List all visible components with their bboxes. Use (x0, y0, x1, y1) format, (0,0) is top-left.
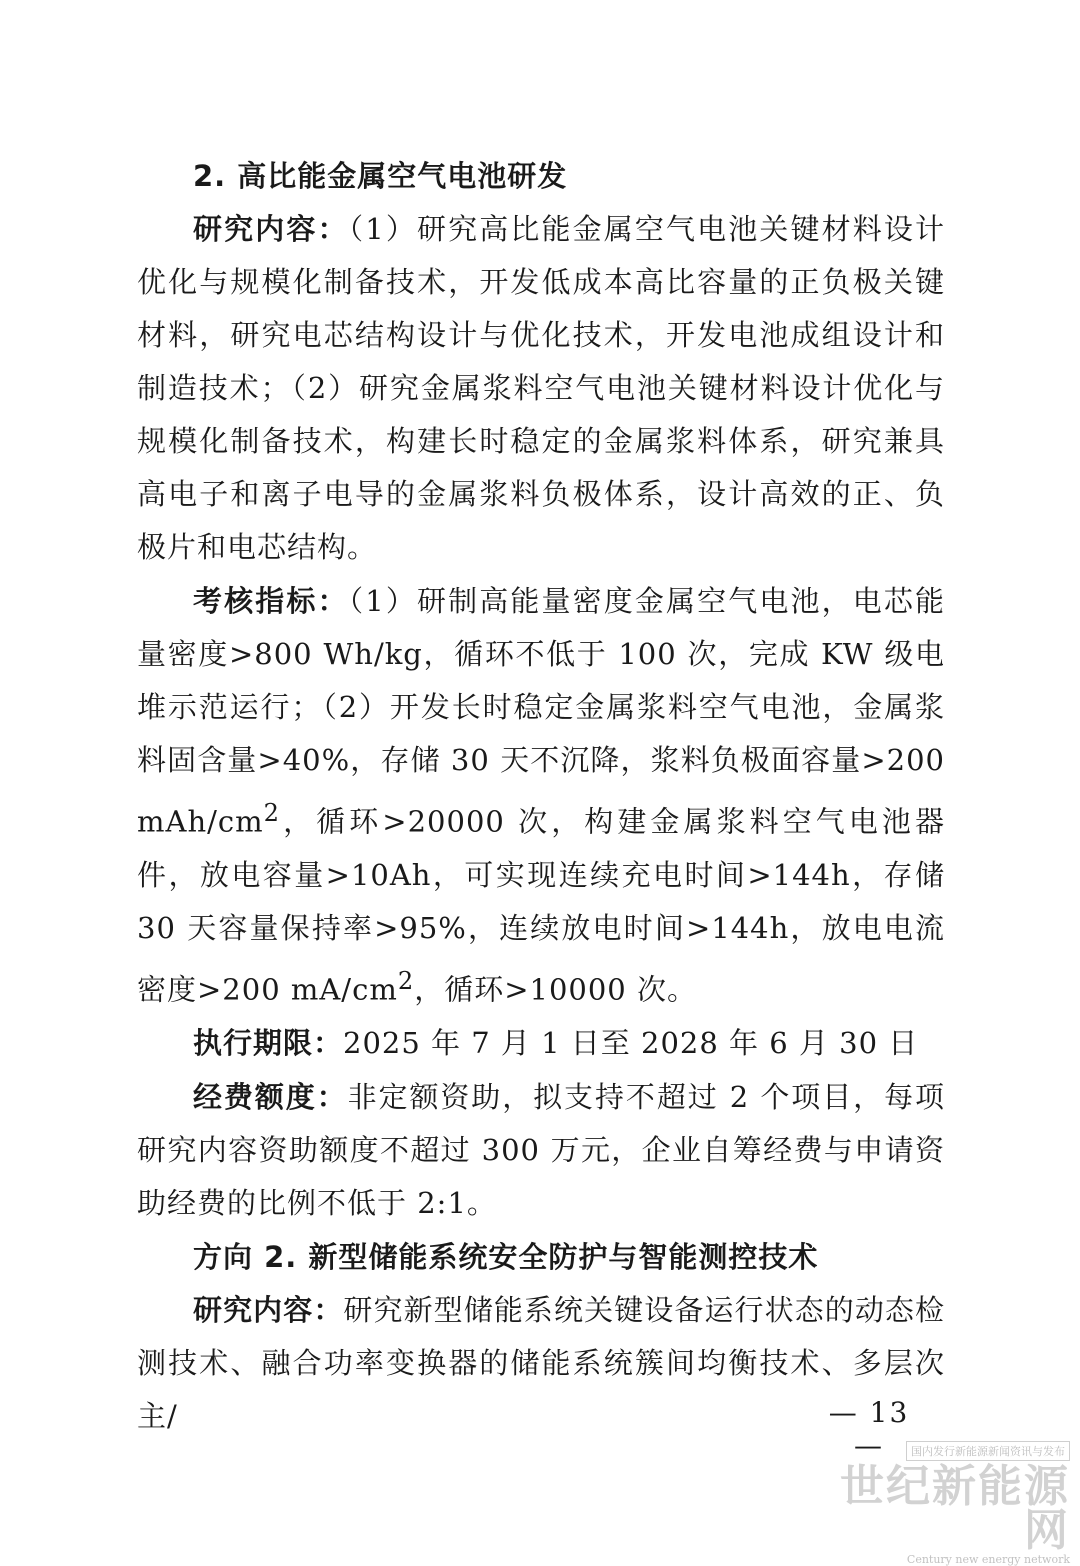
funding-paragraph (137, 1071, 945, 1230)
assessment-text-2: ，循环>20000 次，构建金属浆料空气电池器件，放电容量>10Ah，可实现连续充电时间>144h，存储 30 天容量保持率>95%，连续放电时间>144h，放电电流密度>200 mA/cm (137, 804, 945, 1007)
research-content-2-label: 研究内容： (193, 1293, 344, 1328)
period-label: 执行期限： (193, 1026, 344, 1061)
research-content-label: 研究内容： (193, 212, 349, 246)
assessment-superscript-2: 2 (397, 966, 415, 995)
funding-text: 非定额资助，拟支持不超过 2 个项目，每项研究内容资助额度不超过 300 万元，企业自筹经费与申请资助经费的比例不低于 2:1。 (137, 1080, 945, 1221)
watermark-subtitle: Century new energy network (906, 1553, 1070, 1566)
watermark-tagline: 国内发行新能源新闻资讯与发布 (906, 1441, 1070, 1461)
document-body (137, 150, 945, 1444)
research-content-text: （1）研究高比能金属空气电池关键材料设计优化与规模化制备技术，开发低成本高比容量的正负极关键材料，研究电芯结构设计与优化技术，开发电池成组设计和制造技术；（2）研究金属浆料空气电池关键材料设计优化与规模化制备技术，构建长时稳定的金属浆料体系，研究兼具高电子和离子电导的金属浆料负极体系，设计高效的正、负极片和电芯结构。 (137, 212, 945, 564)
research-content-2-text: 研究新型储能系统关键设备运行状态的动态检测技术、融合功率变换器的储能系统簇间均衡技术、多层次主/ (137, 1293, 945, 1434)
assessment-paragraph (137, 575, 945, 1016)
period-paragraph (137, 1017, 945, 1070)
period-text: 2025 年 7 月 1 日至 2028 年 6 月 30 日 (343, 1026, 919, 1061)
page-number: — 13 — (828, 1396, 910, 1462)
funding-label: 经费额度： (193, 1080, 348, 1115)
watermark-logo (840, 1440, 1070, 1566)
research-content-paragraph (137, 203, 945, 574)
assessment-text-3: ，循环>10000 次。 (414, 972, 697, 1007)
watermark-title: 世纪新能源网 (840, 1461, 1070, 1556)
section-heading: 2. 高比能金属空气电池研发 (193, 159, 568, 193)
assessment-text-1: （1）研制高能量密度金属空气电池，电芯能量密度>800 Wh/kg，循环不低于 100 次，完成 KW 级电堆示范运行；（2）开发长时稳定金属浆料空气电池，金属浆料固含量>40%，存储 30 天不沉降，浆料负极面容量>200 mAh/cm (137, 584, 945, 839)
assessment-label: 考核指标： (193, 584, 349, 618)
assessment-superscript-1: 2 (263, 799, 281, 827)
direction-heading: 方向 2. 新型储能系统安全防护与智能测控技术 (193, 1240, 819, 1275)
